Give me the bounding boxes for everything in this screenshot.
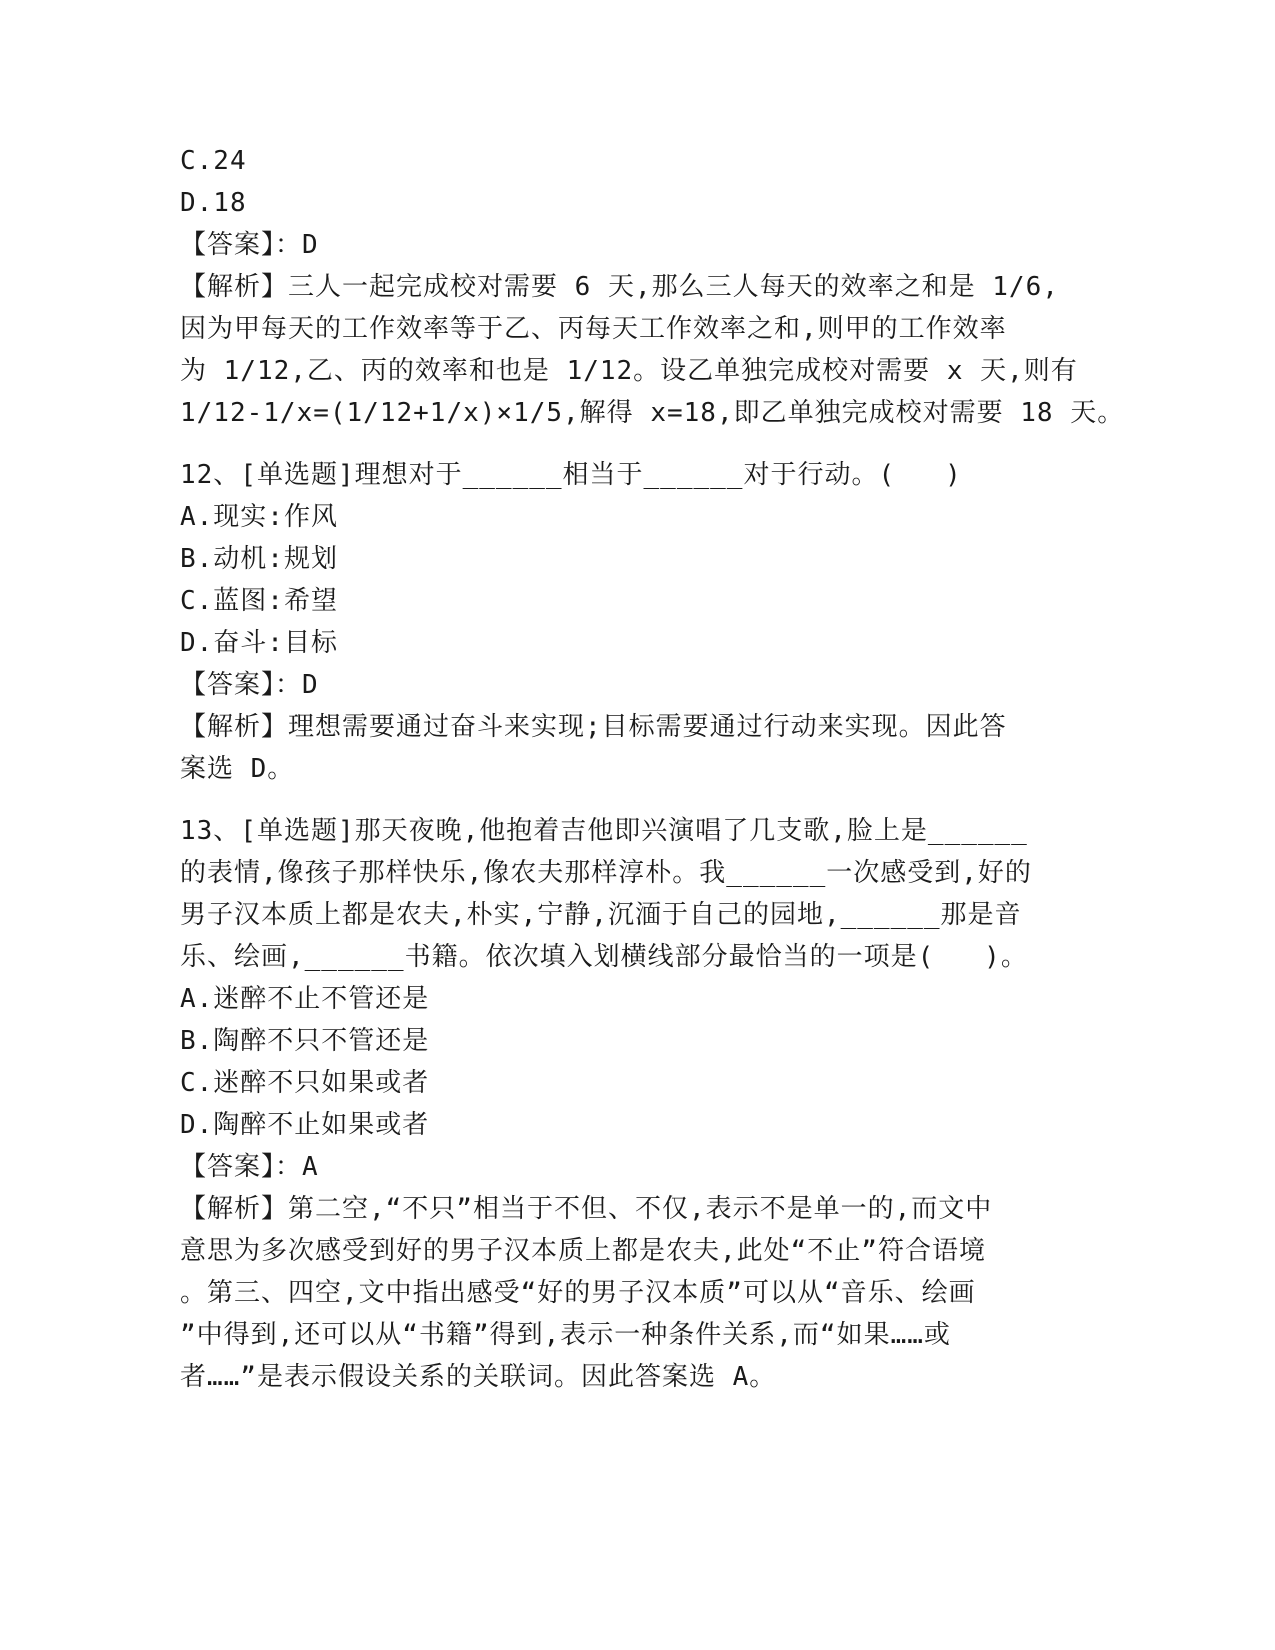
question-stem: 男子汉本质上都是农夫,朴实,宁静,沉湎于自己的园地,______那是音: [180, 900, 1022, 930]
option-c: C.24: [180, 146, 247, 176]
question-stem: 12、[单选题]理想对于______相当于______对于行动。( ): [180, 460, 962, 490]
explanation-line: 为 1/12,乙、丙的效率和也是 1/12。设乙单独完成校对需要 x 天,则有: [180, 356, 1078, 386]
option-d: D.18: [180, 188, 247, 218]
explanation-line: ”中得到,还可以从“书籍”得到,表示一种条件关系,而“如果……或: [180, 1320, 951, 1350]
explanation-line: 因为甲每天的工作效率等于乙、丙每天工作效率之和,则甲的工作效率: [180, 314, 1007, 344]
option-d: D.陶醉不止如果或者: [180, 1110, 430, 1140]
section-gap: [180, 790, 1080, 810]
question-stem: 乐、绘画,______书籍。依次填入划横线部分最恰当的一项是( )。: [180, 942, 1028, 972]
question-stem: 的表情,像孩子那样快乐,像农夫那样淳朴。我______一次感受到,好的: [180, 858, 1032, 888]
option-a: A.迷醉不止不管还是: [180, 984, 430, 1014]
question-stem: 13、[单选题]那天夜晚,他抱着吉他即兴演唱了几支歌,脸上是______: [180, 816, 1028, 846]
question-11-section: [180, 140, 1125, 434]
explanation-line: 【解析】三人一起完成校对需要 6 天,那么三人每天的效率之和是 1/6,: [180, 272, 1059, 302]
option-b: B.陶醉不只不管还是: [180, 1026, 430, 1056]
explanation-line: 案选 D。: [180, 754, 295, 784]
answer-line: 【答案】：D: [180, 230, 319, 260]
option-d: D.奋斗:目标: [180, 628, 338, 658]
section-gap: [180, 434, 1080, 454]
document-page: [180, 140, 1125, 1398]
answer-line: 【答案】：A: [180, 1152, 319, 1182]
option-c: C.蓝图:希望: [180, 586, 338, 616]
explanation-line: 1/12-1/x=(1/12+1/x)×1/5,解得 x=18,即乙单独完成校对需要 18 天。: [180, 398, 1125, 428]
explanation-line: 【解析】第二空,“不只”相当于不但、不仅,表示不是单一的,而文中: [180, 1194, 993, 1224]
answer-line: 【答案】：D: [180, 670, 319, 700]
explanation-line: 。第三、四空,文中指出感受“好的男子汉本质”可以从“音乐、绘画: [180, 1278, 976, 1308]
question-13-section: [180, 810, 1080, 1398]
option-b: B.动机:规划: [180, 544, 338, 574]
option-a: A.现实:作风: [180, 502, 338, 532]
question-12-section: [180, 454, 1080, 790]
option-c: C.迷醉不只如果或者: [180, 1068, 430, 1098]
explanation-line: 者……”是表示假设关系的关联词。因此答案选 A。: [180, 1362, 777, 1392]
explanation-line: 【解析】理想需要通过奋斗来实现;目标需要通过行动来实现。因此答: [180, 712, 1007, 742]
explanation-line: 意思为多次感受到好的男子汉本质上都是农夫,此处“不止”符合语境: [180, 1236, 986, 1266]
